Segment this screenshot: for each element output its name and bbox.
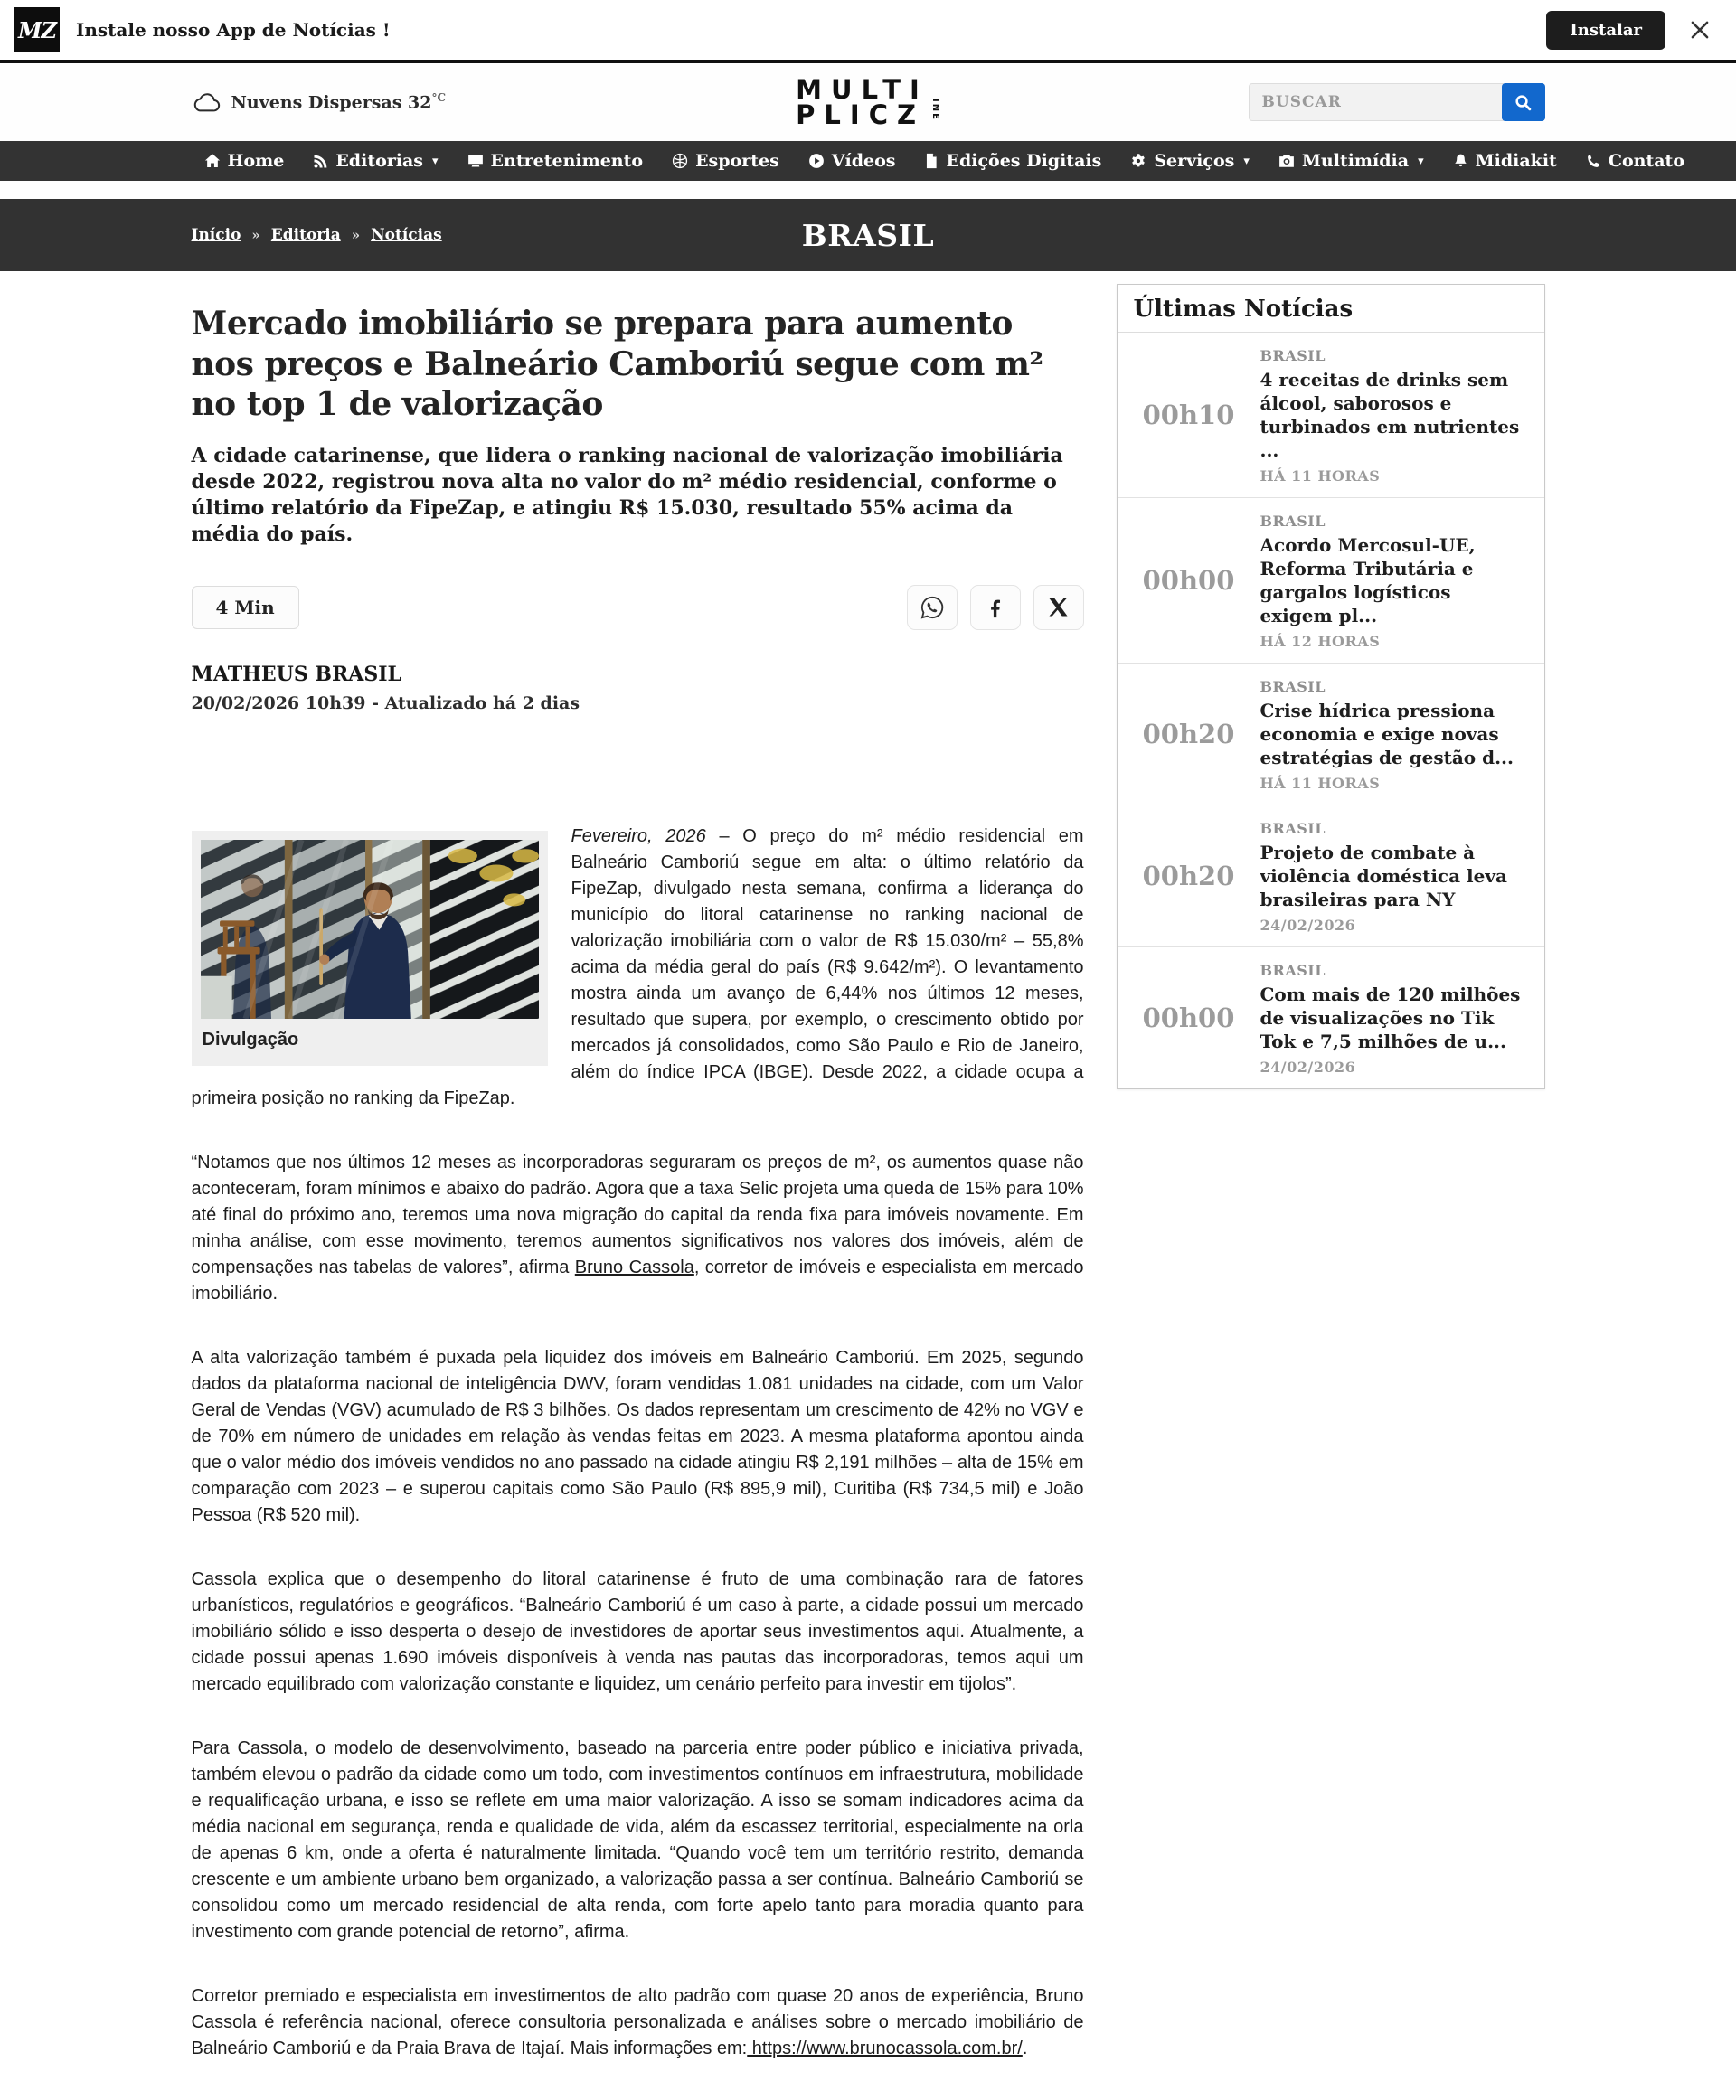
phone-icon [1586,154,1601,169]
news-headline: Com mais de 120 milhões de visualizações no Tik Tok e 7,5 milhões de u... [1260,984,1521,1052]
article-title: Mercado imobiliário se prepara para aumento nos preços e Balneário Camboriú segue com m² no top 1 de valorização [191,305,1043,424]
news-time: 00h20 [1142,719,1235,749]
chevron-down-icon: ▾ [1243,154,1250,168]
news-headline: Crise hídrica pressiona economia e exige novas estratégias de gestão d... [1260,700,1514,768]
search-box [1249,83,1545,121]
logo-suffix: INE [929,99,940,122]
breadcrumb [192,226,442,244]
share-button-facebook[interactable] [970,585,1021,630]
site-logo[interactable] [796,73,940,130]
latest-news-item[interactable] [1118,663,1544,805]
tv-icon [467,153,484,169]
news-meta: 24/02/2026 [1260,1059,1356,1076]
search-icon [1514,93,1533,112]
inline-link[interactable]: Bruno Cassola [574,1257,694,1277]
nav-item-editorias[interactable] [313,151,438,171]
breadcrumb-separator: » [351,227,361,243]
article-image [201,840,539,1019]
chevron-down-icon: ▾ [1418,154,1424,168]
bell-icon [1453,153,1468,169]
article-figure [192,831,548,1066]
nav-item-home[interactable] [204,151,285,171]
nav-item-midiakit[interactable] [1453,151,1557,171]
camera-icon [1278,153,1295,169]
search-button[interactable] [1502,83,1545,121]
news-meta: HÁ 11 HORAS [1260,467,1381,485]
news-category: BRASIL [1260,513,1326,530]
nav-item-contato[interactable] [1586,151,1684,171]
article-subtitle: A cidade catarinense, que lidera o ranking nacional de valorização imobiliária desde 2022, registrou nova alta no valor do m² médio residencial, conforme o último relatório da FipeZap, e atingiu R$ 15.030, resultado 55% acima da média do país. [191,443,1063,546]
news-headline: 4 receitas de drinks sem álcool, saborosos e turbinados em nutrientes ... [1260,369,1520,461]
install-button[interactable]: Instalar [1546,11,1665,50]
nav-item-edicoes-digitais[interactable] [924,151,1101,171]
news-time: 00h00 [1142,1003,1235,1033]
nav-item-label: Edições Digitais [946,151,1102,171]
latest-news-title: Últimas Notícias [1118,285,1544,333]
article-paragraph: Cassola explica que o desempenho do litoral catarinense é fruto de uma combinação rara de fatores urbanísticos, regulatórios e geográficos. “Balneário Camboriú é um caso à parte, a cidade possui um mercado imobiliário sólido e isso desperta o desejo de investidores de aportar seus investimentos aqui. Atualmente, a cidade possui apenas 1.690 imóveis disponíveis à venda nas pautas das incorporadoras, temos aqui um mercado equilibrado com valorização constante e liquidez, um cenário perfeito para investir em tijolos”. [191,1569,1084,1694]
section-bar [0,199,1736,271]
author-block [192,663,1084,713]
facebook-icon [983,595,1008,620]
latest-news-box [1117,284,1545,1089]
x-icon [1046,596,1071,620]
nav-item-label: Editorias [335,151,423,171]
share-buttons [907,585,1084,630]
latest-news-item[interactable] [1118,805,1544,946]
nav-item-label: Home [227,151,285,171]
cloud-icon [192,91,222,113]
breadcrumb-separator: » [251,227,260,243]
main-nav [0,141,1736,181]
nav-item-esportes[interactable] [672,151,779,171]
search-input[interactable] [1249,83,1504,121]
gear-icon [1130,153,1146,169]
article-paragraph: Corretor premiado e especialista em investimentos de alto padrão com quase 20 anos de experiência, Bruno Cassola é referência nacional, oferece consultoria personalizada e análises sobre o mercado imobiliário de Balneário Camboriú e da Praia Brava de Itajaí. Mais informações em: https://www.brunocassola.com.br/. [191,1986,1084,2058]
news-time: 00h00 [1142,565,1235,596]
author-name: MATHEUS BRASIL [191,663,401,686]
article-paragraph: “Notamos que nos últimos 12 meses as incorporadoras seguraram os preços de m², os aumentos quase não aconteceram, foram mínimos e abaixo do padrão. Agora que a taxa Selic projeta uma queda de 15% para 10% até final do próximo ano, teremos uma nova migração do capital da renda fixa para imóveis novamente. Em minha análise, com esse movimento, teremos aumentos significativos nos valores dos imóveis, além de compensações nas tabelas de valores”, afirma Bruno Cassola, corretor de imóveis e especialista em mercado imobiliário. [191,1153,1084,1304]
nav-item-servicos[interactable] [1130,151,1250,171]
logo-line2: PLICZ [796,99,926,130]
nav-item-videos[interactable] [808,151,896,171]
nav-item-label: Contato [1608,151,1684,171]
mz-logo: MZ [14,7,60,52]
file-icon [924,153,939,169]
image-caption: Divulgação [202,1030,299,1050]
nav-item-label: Serviços [1154,151,1235,171]
latest-news-item[interactable] [1118,333,1544,497]
breadcrumb-link-inicio[interactable]: Início [191,226,241,244]
weather-widget [192,91,447,113]
article-paragraph: Fevereiro, 2026 – O preço do m² médio residencial em Balneário Camboriú segue em alta: o último relatório da FipeZap, divulgado nesta semana, confirma a liderança do município do litoral catarinense no ranking nacional de valorização imobiliária com o valor de R$ 15.030/m² – 55,8% acima da média geral do país (R$ 9.642/m²). O levantamento mostra ainda um avanço de 6,44% nos últimos 12 meses, resultado que supera, por exemplo, o crescimento obtido por mercados já consolidados, como São Paulo e Rio de Janeiro, além do índice IPCA (IBGE). Desde 2022, a cidade ocupa a primeira posição no ranking da FipeZap. [191,826,1084,1108]
inline-link[interactable]: https://www.brunocassola.com.br/ [747,2039,1023,2058]
news-headline: Acordo Mercosul-UE, Reforma Tributária e gargalos logísticos exigem pl... [1260,534,1476,626]
ball-icon [672,153,688,169]
read-time-badge: 4 Min [192,586,299,629]
app-install-bar [0,0,1736,63]
news-time: 00h10 [1142,400,1235,430]
nav-item-label: Multimídia [1301,151,1410,171]
news-category: BRASIL [1260,678,1326,695]
news-meta: 24/02/2026 [1260,917,1356,934]
article-paragraph: A alta valorização também é puxada pela liquidez dos imóveis em Balneário Camboriú. Em 2025, segundo dados da plataforma nacional de inteligência DWV, foram vendidas 1.081 unidades na cidade, com um Valor Geral de Vendas (VGV) acumulado de R$ 3 bilhões. Os dados representam um crescimento de 42% no VGV e de 70% em número de unidades em relação às vendas feitas em 2023. A mesma plataforma apontou ainda que o valor médio dos imóveis vendidos no ano passado na cidade atingiu R$ 2,191 milhões – alta de 15% em comparação com 2023 – e superou capitais como São Paulo (R$ 895,9 mil), Curitiba (R$ 734,5 mil) e João Pessoa (R$ 520 mil). [191,1348,1084,1525]
nav-item-label: Entretenimento [490,151,644,171]
logo-line1: MULTI [796,73,929,105]
nav-item-multimidia[interactable] [1278,151,1424,171]
latest-news-item[interactable] [1118,497,1544,663]
site-header [0,63,1736,141]
news-category: BRASIL [1260,962,1326,979]
news-headline: Projeto de combate à violência doméstica leva brasileiras para NY [1260,842,1507,910]
article [192,284,1084,2100]
article-paragraph: Para Cassola, o modelo de desenvolvimento, baseado na parceria entre poder público e iniciativa privada, também elevou o padrão da cidade como um todo, com investimentos contínuos em infraestrutura, mobilidade e requalificação urbana, e isso se reflete em uma maior valorização. A isso se somam indicadores acima da média nacional em segurança, renda e qualidade de vida, além da escassez territorial, especialmente na orla de apenas 6 km, onde a oferta é naturalmente limitada. “Quando você tem um território restrito, demanda crescente e um ambiente urbano bem organizado, a valorização passa a ser contínua. Balneário Camboriú se consolidou como um mercado residencial de alta renda, com forte apelo tanto para moradia quanto para investimento com grande potencial de retorno”, afirma. [191,1738,1084,1942]
news-meta: HÁ 11 HORAS [1260,775,1381,792]
chevron-down-icon: ▾ [432,154,439,168]
install-message: Instale nosso App de Notícias ! [76,19,391,41]
news-time: 00h20 [1142,861,1235,891]
news-category: BRASIL [1260,347,1326,364]
home-icon [204,153,221,169]
publish-date: 20/02/2026 10h39 - Atualizado há 2 dias [191,693,580,713]
nav-item-label: Midiakit [1475,151,1557,171]
nav-item-label: Vídeos [831,151,896,171]
sidebar [1117,284,1545,1089]
play-icon [808,153,825,169]
breadcrumb-link-editoria[interactable]: Editoria [270,226,341,244]
section-title: BRASIL [801,217,935,253]
feed-icon [313,154,328,169]
latest-news-item[interactable] [1118,946,1544,1088]
nav-item-entretenimento[interactable] [467,151,644,171]
whatsapp-icon [919,594,946,621]
share-button-whatsapp[interactable] [907,585,958,630]
close-icon[interactable] [1689,19,1711,41]
nav-item-label: Esportes [695,151,779,171]
share-button-x[interactable] [1033,585,1084,630]
weather-text: Nuvens Dispersas $32^{^\circ C}$ [231,91,447,113]
news-category: BRASIL [1260,820,1326,837]
breadcrumb-link-noticias[interactable]: Notícias [371,226,442,244]
news-meta: HÁ 12 HORAS [1260,633,1381,650]
